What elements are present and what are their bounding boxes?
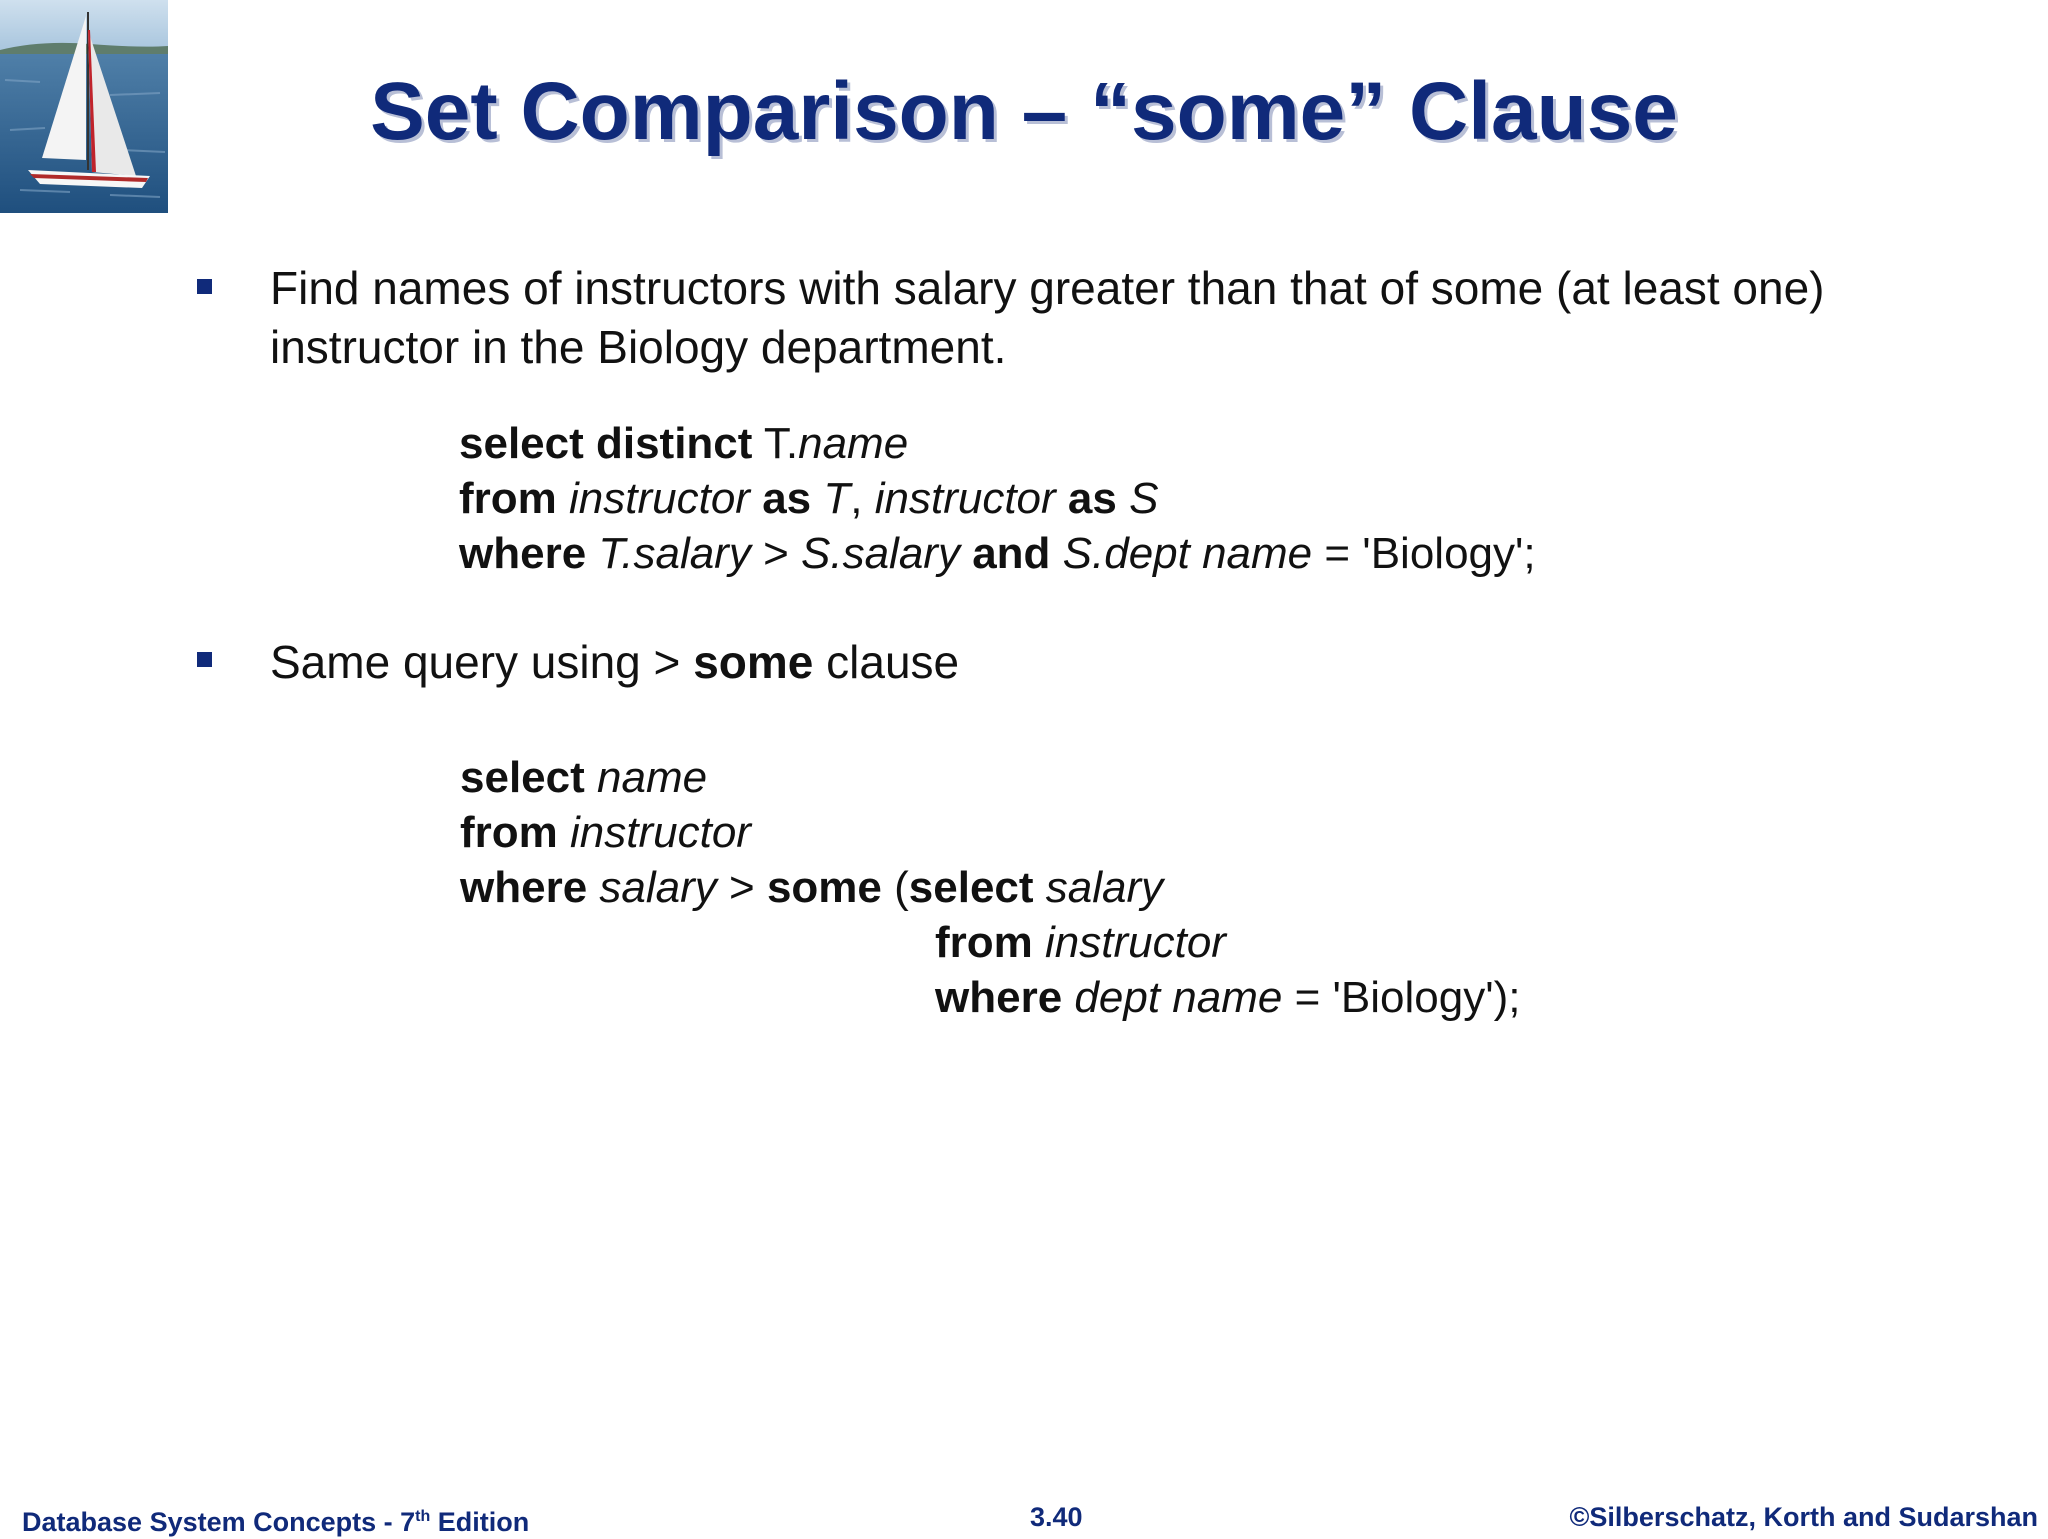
sql-keyword: some	[693, 636, 814, 688]
sql-identifier: T.salary	[598, 529, 751, 578]
bullet-marker	[197, 279, 212, 294]
query1-line2: from instructor as T, instructor as S	[459, 474, 1159, 523]
sql-identifier: instructor	[874, 474, 1056, 523]
bullet-marker	[197, 652, 212, 667]
sql-identifier: S.salary	[801, 529, 960, 578]
sql-identifier: salary	[599, 863, 717, 912]
footer-right: ©Silberschatz, Korth and Sudarshan	[1569, 1502, 2038, 1532]
page-number: 3.40	[1030, 1502, 1083, 1532]
sql-keyword: from	[935, 918, 1033, 967]
sql-identifier: name	[798, 419, 909, 468]
sql-keyword: select	[908, 863, 1034, 912]
query2-line2	[460, 805, 751, 860]
bullet-text: Find names of instructors with salary greater than that of some (at least one) instructor in the Biology department.	[270, 262, 1825, 373]
sql-keyword: select distinct	[459, 419, 753, 468]
query2-line3: where salary > some (select salary	[460, 863, 1164, 912]
query2-line4	[935, 915, 1226, 970]
query1-line3: where T.salary > S.salary and S.dept name = 'Biology';	[459, 529, 1536, 578]
sql-identifier: T	[823, 474, 851, 523]
query1-line1: select distinct T.name	[459, 419, 909, 468]
sql-keyword: as	[762, 474, 812, 523]
sql-keyword: from	[460, 808, 558, 857]
sql-identifier: T	[763, 419, 786, 468]
slide-title: Set Comparison – “some” Clause	[370, 66, 1678, 157]
sql-keyword: some	[766, 863, 882, 912]
sql-keyword: and	[972, 529, 1051, 578]
sql-keyword: from	[459, 474, 557, 523]
sql-identifier: S	[1129, 474, 1159, 523]
query2-line1	[460, 750, 707, 805]
sql-keyword: as	[1067, 474, 1117, 523]
sql-identifier: instructor	[1045, 918, 1226, 967]
footer-left: Database System Concepts - 7th Edition	[22, 1507, 530, 1537]
bullet-text: Same query using > some clause	[270, 636, 960, 688]
sql-identifier: instructor	[569, 474, 750, 523]
sql-identifier: instructor	[570, 808, 751, 857]
sql-identifier: name	[597, 753, 708, 802]
sql-identifier: salary	[1045, 863, 1164, 912]
sql-keyword: where	[459, 529, 587, 578]
sql-identifier: dept name	[1074, 973, 1283, 1022]
sql-identifier: S.dept name	[1062, 529, 1313, 578]
sql-keyword: select	[460, 753, 585, 802]
sql-keyword: where	[460, 863, 588, 912]
sql-keyword: where	[935, 973, 1063, 1022]
query2-line5: where dept name = 'Biology');	[935, 973, 1521, 1022]
